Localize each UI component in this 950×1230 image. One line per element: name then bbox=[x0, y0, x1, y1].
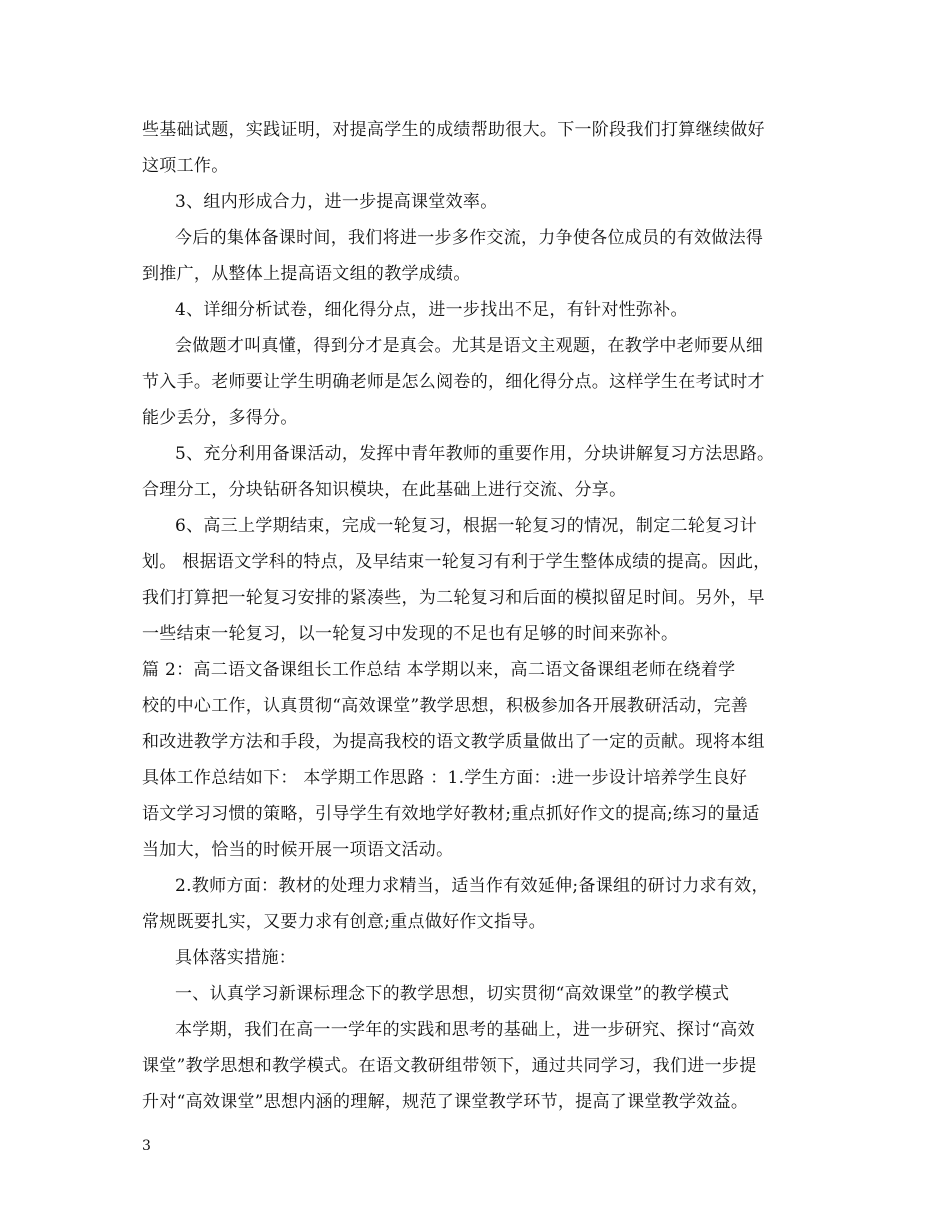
section-heading-one: 一、认真学习新课标理念下的教学思想，切实贯彻“高效课堂”的教学模式 bbox=[175, 984, 730, 1004]
text-line: 能少丢分，多得分。 bbox=[142, 408, 298, 428]
text-line: 2.教师方面：教材的处理力求精当，适当作有效延伸;备课组的研讨力求有效， bbox=[175, 876, 769, 896]
text-line: 合理分工，分块钻研各知识模块，在此基础上进行交流、分享。 bbox=[142, 480, 627, 500]
text-line: 校的中心工作，认真贯彻“高效课堂”教学思想，积极参加各开展教研活动，完善 bbox=[142, 696, 749, 716]
text-line: 课堂”教学思想和教学模式。在语文教研组带领下，通过共同学习，我们进一步提 bbox=[142, 1056, 757, 1076]
section-heading-6: 6、高三上学期结束，完成一轮复习，根据一轮复习的情况，制定二轮复习计 bbox=[175, 516, 758, 536]
text-line: 些基础试题，实践证明，对提高学生的成绩帮助很大。下一阶段我们打算继续做好 bbox=[142, 120, 765, 140]
text-line: 一些结束一轮复习，以一轮复习中发现的不足也有足够的时间来弥补。 bbox=[142, 624, 679, 644]
text-line: 到推广，从整体上提高语文组的教学成绩。 bbox=[142, 264, 471, 284]
text-line: 会做题才叫真懂，得到分才是真会。尤其是语文主观题，在教学中老师要从细 bbox=[175, 336, 764, 356]
text-line: 当加大，恰当的时候开展一项语文活动。 bbox=[142, 840, 454, 860]
text-line: 具体工作总结如下： 本学期工作思路 ：1.学生方面：:进一步设计培养学生良好 bbox=[142, 768, 748, 788]
text-line: 和改进教学方法和手段，为提高我校的语文教学质量做出了一定的贡献。现将本组 bbox=[142, 732, 765, 752]
section-heading-4: 4、详细分析试卷，细化得分点，进一步找出不足，有针对性弥补。 bbox=[175, 300, 688, 320]
text-line: 划。 根据语文学科的特点，及早结束一轮复习有利于学生整体成绩的提高。因此， bbox=[142, 552, 771, 572]
subheading: 具体落实措施： bbox=[175, 948, 297, 968]
text-line: 这项工作。 bbox=[142, 156, 229, 176]
text-line: 今后的集体备课时间，我们将进一步多作交流，力争使各位成员的有效做法得 bbox=[175, 228, 764, 248]
text-line: 本学期，我们在高一一学年的实践和思考的基础上，进一步研究、探讨“高效 bbox=[175, 1020, 755, 1040]
section-heading-5: 5、充分利用备课活动，发挥中青年教师的重要作用，分块讲解复习方法思路。 bbox=[175, 444, 775, 464]
section-heading-3: 3、组内形成合力，进一步提高课堂效率。 bbox=[175, 192, 498, 212]
text-line: 语文学习习惯的策略，引导学生有效地学好教材;重点抓好作文的提高;练习的量适 bbox=[142, 804, 760, 824]
article-title-line: 篇 2：高二语文备课组长工作总结 本学期以来，高二语文备课组老师在绕着学 bbox=[142, 660, 736, 680]
text-line: 我们打算把一轮复习安排的紧凑些，为二轮复习和后面的模拟留足时间。另外，早 bbox=[142, 588, 765, 608]
text-line: 升对“高效课堂”思想内涵的理解，规范了课堂教学环节，提高了课堂教学效益。 bbox=[142, 1092, 749, 1112]
text-line: 节入手。老师要让学生明确老师是怎么阅卷的，细化得分点。这样学生在考试时才 bbox=[142, 372, 765, 392]
text-line: 常规既要扎实，又要力求有创意;重点做好作文指导。 bbox=[142, 912, 546, 932]
page-number: 3 bbox=[142, 1138, 151, 1154]
